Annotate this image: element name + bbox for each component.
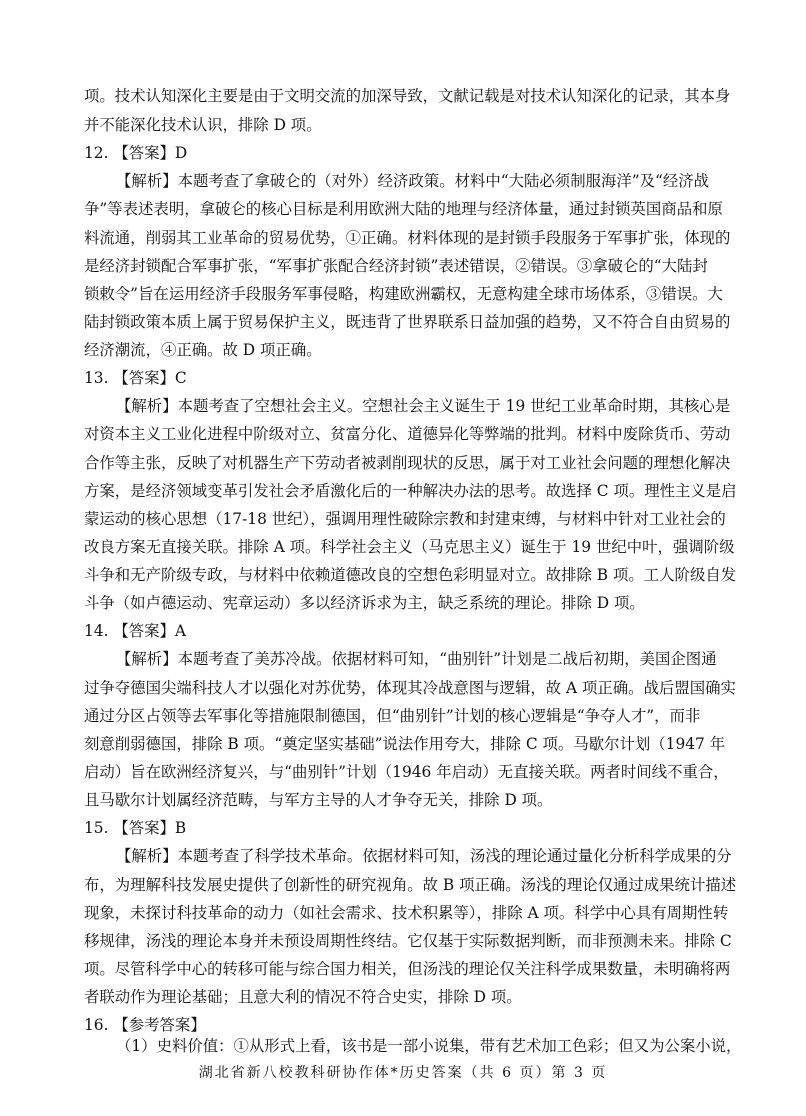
question-14-answer: 14. 【答案】A <box>84 622 187 640</box>
text-line: 蒙运动的核心思想（17-18 世纪），强调用理性破除宗教和封建束缚，与材料中针对工业社会的 <box>84 510 726 528</box>
text-line: 争”等表述表明，拿破仑的核心目标是利用欧洲大陆的地理与经济体量，通过封锁英国商品和原 <box>84 200 723 218</box>
text-line: 现象，未探讨科技革命的动力（如社会需求、技术积累等），排除 A 项。科学中心具有周期性转 <box>84 904 729 922</box>
text-line: 改良方案无直接关联。排除 A 项。科学社会主义（马克思主义）诞生于 19 世纪中叶，强调阶级 <box>84 538 735 556</box>
text-line: 布，为理解科技发展史提供了创新性的研究视角。故 B 项正确。汤浅的理论仅通过成果统计描述 <box>84 876 737 894</box>
text-line: 陆封锁政策本质上属于贸易保护主义，既违背了世界联系日益加强的趋势，又不符合自由贸易的 <box>84 313 731 331</box>
text-line: 斗争和无产阶级专政，与材料中依赖道德改良的空想色彩明显对立。故排除 B 项。工人阶级自发 <box>84 566 737 584</box>
text-line: 刻意削弱德国，排除 B 项。“奠定坚实基础”说法作用夸大，排除 C 项。马歇尔计划（1947 年 <box>84 735 726 753</box>
text-line: 项。尽管科学中心的转移可能与综合国力相关，但汤浅的理论仅关注科学成果数量，未明确将两 <box>84 960 731 978</box>
text-line: 【解析】本题考查了科学技术革命。依据材料可知，汤浅的理论通过量化分析科学成果的分 <box>116 847 732 865</box>
question-13-answer: 13. 【答案】C <box>84 369 187 387</box>
text-line: 方案，是经济领域变革引发社会矛盾激化后的一种解决办法的思考。故选择 C 项。理性主义是启 <box>84 482 737 500</box>
page-footer: 湖北省新八校教科研协作体*历史答案（共 6 页）第 3 页 <box>198 1065 608 1081</box>
text-line: 项。技术认知深化主要是由于文明交流的加深导致，文献记载是对技术认知深化的记录，其本身 <box>84 87 731 105</box>
text-line: 过争夺德国尖端科技人才以强化对苏优势，体现其冷战意图与逻辑，故 A 项正确。战后盟国确实 <box>84 679 736 697</box>
text-line: （1）史料价值：①从形式上看，该书是一部小说集，带有艺术加工色彩；但又为公案小说， <box>116 1037 742 1055</box>
text-line: 料流通，削弱其工业革命的贸易优势，①正确。材料体现的是封锁手段服务于军事扩张，体现的 <box>84 229 731 247</box>
text-line: 合作等主张，反映了对机器生产下劳动者被剥削现状的反思，属于对工业社会问题的理想化解决 <box>84 454 731 472</box>
text-line: 【解析】本题考查了美苏冷战。依据材料可知，“曲别针”计划是二战后初期，美国企图通 <box>116 650 717 668</box>
text-line: 【解析】本题考查了拿破仑的（对外）经济政策。材料中“大陆必须制服海洋”及“经济战 <box>116 172 710 190</box>
text-line: 启动）旨在欧洲经济复兴，与“曲别针”计划（1946 年启动）无直接关联。两者时间线不重合， <box>84 763 729 781</box>
text-line: 斗争（如卢德运动、宪章运动）多以经济诉求为主，缺乏系统的理论。排除 D 项。 <box>84 594 645 612</box>
text-line: 移规律，汤浅的理论本身并未预设周期性终结。它仅基于实际数据判断，而非预测未来。排除 C <box>84 932 732 950</box>
text-line: 是经济封锁配合军事扩张，“军事扩张配合经济封锁”表述错误，②错误。③拿破仑的“大陆封 <box>84 257 708 275</box>
text-line: 经济潮流，④正确。故 D 项正确。 <box>84 341 322 359</box>
text-line: 并不能深化技术认识，排除 D 项。 <box>84 116 322 134</box>
question-12-answer: 12. 【答案】D <box>84 144 188 162</box>
text-line: 【解析】本题考查了空想社会主义。空想社会主义诞生于 19 世纪工业革命时期，其核心是 <box>116 397 731 415</box>
text-line: 锁敕令”旨在运用经济手段服务军事侵略，构建欧洲霸权，无意构建全球市场体系，③错误。大 <box>84 285 723 303</box>
text-line: 者联动作为理论基础；且意大利的情况不符合史实，排除 D 项。 <box>84 988 522 1006</box>
question-15-answer: 15. 【答案】B <box>84 819 187 837</box>
text-line: 对资本主义工业化进程中阶级对立、贫富分化、道德异化等弊端的批判。材料中废除货币、劳动 <box>84 425 731 443</box>
text-line: 且马歇尔计划属经济范畴，与军方主导的人才争夺无关，排除 D 项。 <box>84 791 553 809</box>
question-16-answer: 16. 【参考答案】 <box>84 1016 206 1034</box>
text-line: 通过分区占领等去军事化等措施限制德国，但“曲别针”计划的核心逻辑是“争夺人才”，而非 <box>84 707 701 725</box>
